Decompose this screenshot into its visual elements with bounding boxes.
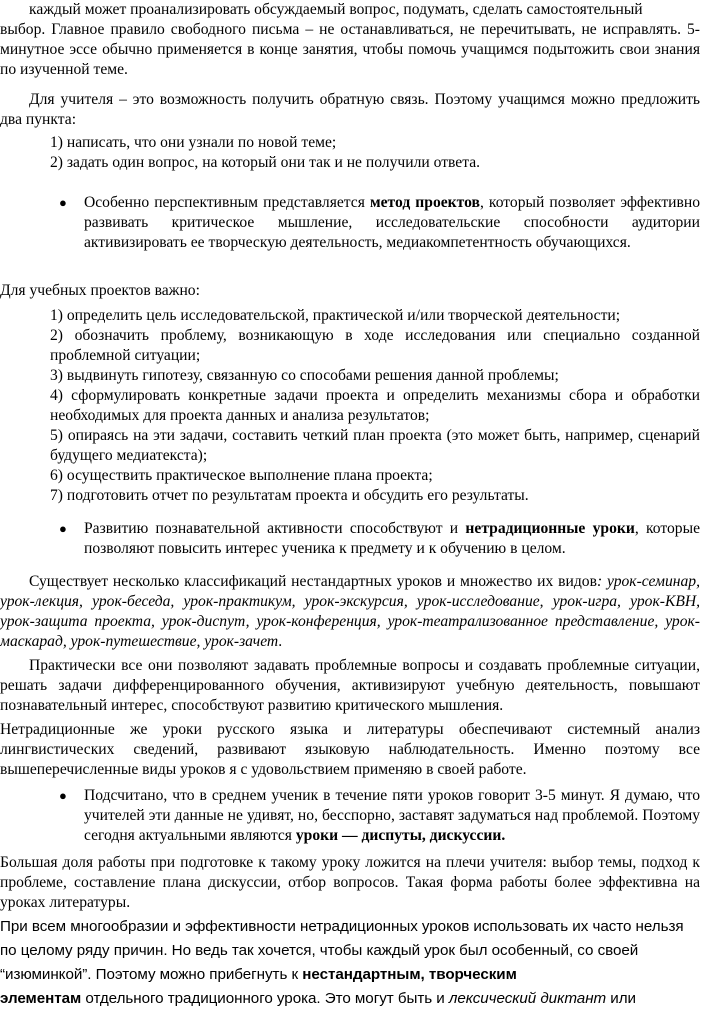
paragraph-text: Практически все они позволяют задавать проблемные вопросы и создавать проблемные ситуации, решать задачи дифференцированного обучения, активизируют учебную деятельность, повышают познавательный интерес, способствуют развитию критического мышления.	[0, 657, 700, 714]
paragraph-text: Большая доля работы при подготовке к такому уроку ложится на плечи учителя: выбор темы, подход к проблеме, составление плана дискуссии, отбор вопросов. Такая форма работы более эффективна на уроках литературы.	[0, 854, 700, 911]
paragraph-text: Существует несколько классификаций нестандартных уроков и множество их видов: урок-семинар, урок-лекция, урок-беседа, урок-практикум, урок-экскурсия, урок-исследование, урок-игра, урок-КВН, урок-защита проекта, урок-диспут, урок-конференция, урок-театрализованное представление, урок-маскарад, урок-путешествие, урок-зачет.	[0, 573, 700, 650]
feedback-list	[0, 133, 704, 173]
bullet-text: Подсчитано, что в среднем ученик в течение пяти уроков говорит 3-5 минут. Я думаю, что учителей эти данные не удивят, но, бесспорно, заставят задуматься над проблемой. Поэтому сегодня актуальными являются уроки — диспуты, дискуссии.	[84, 787, 700, 844]
paragraph-text: При всем многообразии и эффективности нетрадиционных уроков использовать их часто нельзя по целому ряду причин. Но ведь так хочется, чтобы каждый урок был особенный, со своей “изюминкой”. Поэтому можно прибегнуть к нестандартным, творческим элементам отдельного традиционного урока. Это могут быть и лексический диктант или	[0, 918, 684, 1007]
list-item: 2) задать один вопрос, на который они так и не получили ответа.	[50, 154, 481, 171]
bold-term: метод проектов	[369, 194, 480, 211]
paragraph-line: каждый может проанализировать обсуждаемый вопрос, подумать, сделать самостоятельный	[29, 1, 643, 18]
projects-list	[0, 306, 704, 506]
list-item: 4) сформулировать конкретные задачи проекта и определить механизмы сбора и обработки необходимых для проекта данных и анализа результатов;	[50, 387, 700, 424]
list-item: 5) опираясь на эти задачи, составить четкий план проекта (это может быть, например, сценарий будущего медиатекста);	[50, 427, 700, 464]
bullet-text: Развитию познавательной активности способствуют и нетрадиционные уроки, которые позволяют повысить интерес ученика к предмету и к обучению в целом.	[84, 520, 700, 557]
bold-term: нестандартным, творческим	[302, 966, 517, 983]
list-item: 1) определить цель исследовательской, практической и/или творческой деятельности;	[50, 307, 621, 324]
italic-list: : урок-семинар, урок-лекция, урок-беседа, урок-практикум, урок-экскурсия, урок-исследование, урок-игра, урок-КВН, урок-защита проекта, урок-диспут, урок-конференция, урок-театрализованное представление, урок-маскарад, урок-путешествие, урок-зачет	[0, 573, 700, 650]
italic-term: лексический диктант	[448, 990, 607, 1007]
paragraph-practically	[0, 656, 700, 716]
list-item: 2) обозначить проблему, возникающую в ходе исследования или специально созданной проблемной ситуации;	[50, 327, 700, 364]
paragraph-diversity	[0, 915, 700, 1011]
bold-term: элементам	[0, 990, 82, 1007]
paragraph-text: выбор. Главное правило свободного письма – не останавливаться, не перечитывать, не исправлять. 5-минутное эссе обычно применяется в конце занятия, чтобы помочь учащимся подытожить свои знания по изученной теме.	[0, 21, 700, 78]
paragraph-text: Для учителя – это возможность получить обратную связь. Поэтому учащимся можно предложить два пункта:	[0, 91, 700, 128]
paragraph-teacher-work	[0, 853, 700, 913]
bold-term: нетрадиционные уроки	[465, 520, 635, 537]
list-item: 7) подготовить отчет по результатам проекта и обсудить его результаты.	[50, 487, 529, 504]
bold-term: уроки — диспуты, дискуссии.	[295, 827, 506, 844]
bullet-icon: ●	[59, 521, 67, 536]
paragraph-text: Для учебных проектов важно:	[0, 282, 200, 299]
paragraph-text: Нетрадиционные же уроки русского языка и литературы обеспечивают системный анализ лингвистических сведений, развивают языковую наблюдательность. Именно поэтому все вышеперечисленные виды уроков я с удовольствием применяю в своей работе.	[0, 721, 700, 778]
projects-intro	[0, 281, 700, 301]
bullet-icon: ●	[59, 788, 67, 803]
list-item: 3) выдвинуть гипотезу, связанную со способами решения данной проблемы;	[50, 367, 559, 384]
paragraph-teacher-feedback	[0, 90, 700, 130]
list-item: 6) осуществить практическое выполнение плана проекта;	[50, 467, 433, 484]
bullet-text: Особенно перспективным представляется метод проектов, который позволяет эффективно развивать критическое мышление, исследовательские способности аудитории активизировать ее творческую деятельность, медиакомпетентность обучающихся.	[84, 194, 700, 251]
paragraph-free-writing	[0, 0, 700, 80]
paragraph-russian-lessons	[0, 720, 700, 780]
bullet-icon: ●	[59, 195, 67, 210]
paragraph-lesson-types	[0, 572, 700, 652]
bullet-project-method	[0, 193, 704, 253]
bullet-nontraditional-lessons	[0, 519, 704, 559]
bullet-debates	[0, 786, 704, 846]
list-item: 1) написать, что они узнали по новой теме;	[50, 134, 337, 151]
